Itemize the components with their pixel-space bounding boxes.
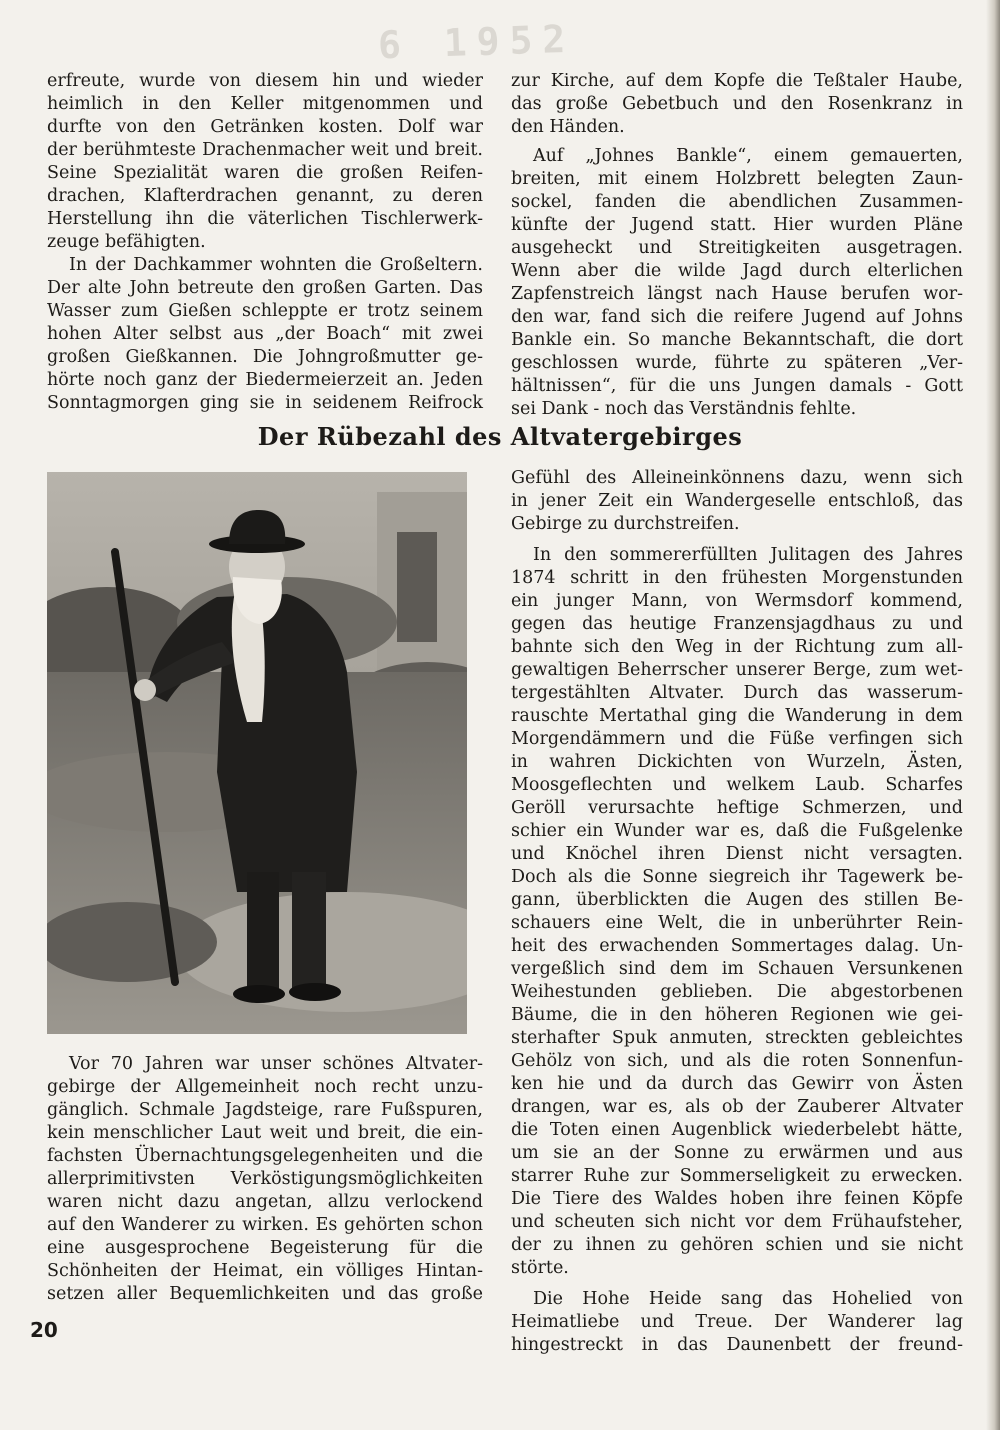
- text-line: in jener Zeit ein Wandergeselle entschloß, das: [511, 491, 963, 511]
- text-line: setzen aller Bequemlichkeiten und das große: [47, 1284, 483, 1304]
- text-line: Wenn aber die wilde Jagd durch elterlichen: [511, 261, 963, 281]
- text-line: heit des erwachenden Sommertages dalag. Un-: [511, 936, 963, 956]
- text-line: durfte von den Getränken kosten. Dolf war: [47, 117, 483, 137]
- text-line: gebirge der Allgemeinheit noch recht unzu-: [47, 1077, 483, 1097]
- text-line: allerprimitivsten Verköstigungsmöglichkeiten: [47, 1169, 483, 1189]
- text-line: die Toten einen Augenblick wiederbelebt hätte,: [511, 1120, 963, 1140]
- text-line: 1874 schritt in den frühesten Morgenstunden: [511, 568, 963, 588]
- text-line: Heimatliebe und Treue. Der Wanderer lag: [511, 1312, 963, 1332]
- text-line: Gebirge zu durchstreifen.: [511, 514, 740, 534]
- text-line: Bankle ein. So manche Bekanntschaft, die dort: [511, 330, 963, 350]
- text-line: drachen, Klafterdrachen genannt, zu deren: [47, 186, 483, 206]
- text-line: Gehölz von sich, und als die roten Sonnenfun-: [511, 1051, 963, 1071]
- photo-illustration: [47, 472, 467, 1034]
- paragraph: [511, 544, 963, 1280]
- text-line: zur Kirche, auf dem Kopfe die Teßtaler Haube,: [511, 71, 963, 91]
- text-line: In den sommererfüllten Julitagen des Jahres: [533, 545, 963, 565]
- text-line: Sonntagmorgen ging sie in seidenem Reifrock: [47, 393, 483, 413]
- photo-old-man: [47, 472, 467, 1034]
- text-line: hingestreckt in das Daunenbett der freund-: [511, 1335, 963, 1355]
- text-line: Geröll verursachte heftige Schmerzen, und: [511, 798, 963, 818]
- text-line: breiten, mit einem Holzbrett belegten Zaun-: [511, 169, 963, 189]
- text-line: sockel, fanden die abendlichen Zusammen-: [511, 192, 963, 212]
- paragraph: [47, 254, 483, 415]
- page-edge-shadow: [986, 0, 1000, 1430]
- column-top-left: [47, 70, 483, 415]
- text-line: erfreute, wurde von diesem hin und wieder: [47, 71, 483, 91]
- text-line: zeuge befähigten.: [47, 232, 206, 252]
- text-line: Moosgeflechten und welkem Laub. Scharfes: [511, 775, 963, 795]
- text-line: sei Dank - noch das Verständnis fehlte.: [511, 399, 857, 419]
- text-line: und scheuten sich nicht vor dem Frühaufsteher,: [511, 1212, 963, 1232]
- text-line: hohen Alter selbst aus „der Boach“ mit zwei: [47, 324, 483, 344]
- paragraph: [511, 145, 963, 421]
- text-line: geschlossen wurde, führte zu späteren „Ver-: [511, 353, 963, 373]
- paragraph: [511, 1288, 963, 1357]
- text-line: Morgendämmern und die Füße verfingen sich: [511, 729, 963, 749]
- text-line: Wasser zum Gießen schleppte er trotz seinem: [47, 301, 483, 321]
- paragraph: [47, 1053, 483, 1306]
- text-line: das große Gebetbuch und den Rosenkranz in: [511, 94, 963, 114]
- paragraph: [47, 70, 483, 254]
- text-line: heimlich in den Keller mitgenommen und: [47, 94, 483, 114]
- text-line: den war, fand sich die reifere Jugend auf Johns: [511, 307, 963, 327]
- text-line: fachsten Übernachtungsgelegenheiten und die: [47, 1146, 483, 1166]
- text-line: der berühmteste Drachenmacher weit und breit.: [47, 140, 483, 160]
- column-bottom-left: [47, 1053, 483, 1306]
- text-line: Auf „Johnes Bankle“, einem gemauerten,: [533, 146, 963, 166]
- text-line: drangen, war es, als ob der Zauberer Altvater: [511, 1097, 963, 1117]
- text-line: bahnte sich den Weg in der Richtung zum all-: [511, 637, 963, 657]
- text-line: ken hie und da durch das Gewirr von Ästen: [511, 1074, 963, 1094]
- text-line: ausgeheckt und Streitigkeiten ausgetragen.: [511, 238, 963, 258]
- text-line: Weihestunden geblieben. Die abgestorbenen: [511, 982, 963, 1002]
- text-line: starrer Ruhe zur Sommerseligkeit zu erwecken.: [511, 1166, 963, 1186]
- text-line: hältnissen“, für die uns Jungen damals - Gott: [511, 376, 963, 396]
- text-line: gänglich. Schmale Jagdsteige, rare Fußspuren,: [47, 1100, 483, 1120]
- text-line: Schönheiten der Heimat, ein völliges Hintan-: [47, 1261, 483, 1281]
- text-line: Zapfenstreich längst nach Hause berufen wor-: [511, 284, 963, 304]
- text-line: vergeßlich sind dem im Schauen Versunkenen: [511, 959, 963, 979]
- text-line: den Händen.: [511, 117, 625, 137]
- text-line: rauschte Mertathal ging die Wanderung in dem: [511, 706, 963, 726]
- text-line: Herstellung ihn die väterlichen Tischlerwerk-: [47, 209, 483, 229]
- text-line: der zu ihnen zu gehören schien und sie nicht: [511, 1235, 963, 1255]
- text-line: Die Hohe Heide sang das Hohelied von: [533, 1289, 963, 1309]
- text-line: schauers eine Welt, die in unberührter Rein-: [511, 913, 963, 933]
- text-line: großen Gießkannen. Die Johngroßmutter ge-: [47, 347, 483, 367]
- text-line: schier ein Wunder war es, daß die Fußgelenke: [511, 821, 963, 841]
- text-line: gann, überblickten die Augen des stillen Be-: [511, 890, 963, 910]
- text-line: in wahren Dickichten von Wurzeln, Ästen,: [511, 752, 963, 772]
- text-line: hörte noch ganz der Biedermeierzeit an. Jeden: [47, 370, 483, 390]
- text-line: waren nicht dazu angetan, allzu verlockend: [47, 1192, 483, 1212]
- column-top-right: [511, 70, 963, 421]
- text-line: Die Tiere des Waldes hoben ihre feinen Köpfe: [511, 1189, 963, 1209]
- text-line: und Knöchel ihren Dienst nicht versagten.: [511, 844, 963, 864]
- text-line: Seine Spezialität waren die großen Reifen-: [47, 163, 483, 183]
- paragraph: [511, 467, 963, 536]
- paragraph: [511, 70, 963, 139]
- text-line: um sie an der Sonne zu erwärmen und aus: [511, 1143, 963, 1163]
- text-line: In der Dachkammer wohnten die Großeltern.: [69, 255, 483, 275]
- article-headline: Der Rübezahl des Altvatergebirges: [257, 422, 743, 451]
- text-line: Vor 70 Jahren war unser schönes Altvater-: [69, 1054, 483, 1074]
- text-line: gegen das heutige Franzensjagdhaus zu und: [511, 614, 963, 634]
- text-line: Doch als die Sonne siegreich ihr Tagewerk be-: [511, 867, 963, 887]
- text-line: ein junger Mann, von Wermsdorf kommend,: [511, 591, 963, 611]
- text-line: auf den Wanderer zu wirken. Es gehörten schon: [47, 1215, 483, 1235]
- text-line: eine ausgesprochene Begeisterung für die: [47, 1238, 483, 1258]
- text-line: Der alte John betreute den großen Garten. Das: [47, 278, 483, 298]
- text-line: sterhafter Spuk anmuten, streckten gebleichtes: [511, 1028, 963, 1048]
- text-line: Bäume, die in den höheren Regionen wie gei-: [511, 1005, 963, 1025]
- text-line: tergestählten Altvater. Durch das wasserum-: [511, 683, 963, 703]
- page-number: 20: [30, 1318, 58, 1342]
- issue-stamp: 6 1952: [377, 16, 576, 68]
- text-line: künfte der Jugend statt. Hier wurden Pläne: [511, 215, 963, 235]
- text-line: störte.: [511, 1258, 569, 1278]
- text-line: Gefühl des Alleineinkönnens dazu, wenn sich: [511, 468, 963, 488]
- text-line: kein menschlicher Laut weit und breit, die ein-: [47, 1123, 483, 1143]
- column-bottom-right: [511, 467, 963, 1357]
- text-line: gewaltigen Beherrscher unserer Berge, zum wet-: [511, 660, 963, 680]
